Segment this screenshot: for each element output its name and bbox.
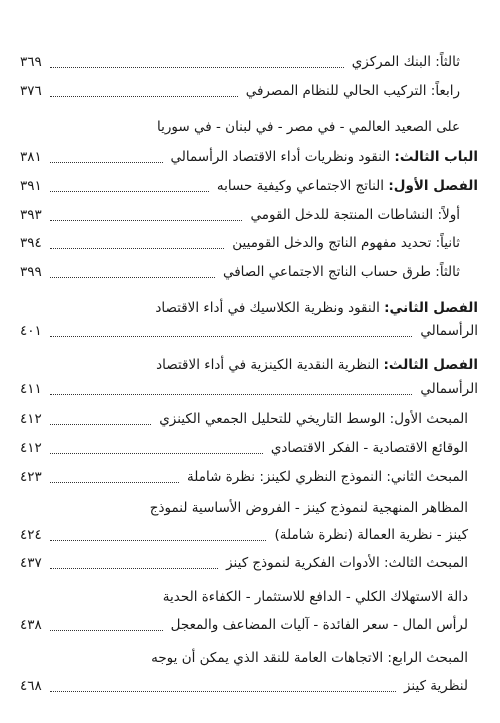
toc-entry xyxy=(20,612,478,638)
toc-entry-text: ثالثاً: البنك المركزي xyxy=(351,54,460,70)
dot-leader xyxy=(50,191,209,192)
toc-entry-title xyxy=(352,54,478,70)
toc-entry-title xyxy=(404,678,478,694)
toc-entry xyxy=(20,673,478,699)
dot-leader xyxy=(50,424,151,425)
toc-entry-title xyxy=(155,300,478,316)
toc-entry xyxy=(20,352,478,378)
page-number: ٤١٢ xyxy=(20,411,42,427)
dot-leader xyxy=(50,691,396,692)
dot-leader xyxy=(50,67,344,68)
toc-entry-text: المبحث الأول: الوسط التاريخي للتحليل الجمعي الكينزي xyxy=(159,411,468,427)
toc-entry-heading: الباب الثالث: xyxy=(394,149,478,165)
toc-entry-title xyxy=(157,119,478,135)
toc-entry-text: المبحث الثالث: الأدوات الفكرية لنموذج كينز xyxy=(226,555,468,571)
toc-entry-title xyxy=(274,527,478,543)
toc-entry-text: أولاً: النشاطات المنتجة للدخل القومي xyxy=(250,207,460,223)
toc-entry xyxy=(20,406,478,432)
toc-entry-text: المبحث الرابع: الاتجاهات العامة للنقد الذي يمكن أن يوجه xyxy=(151,650,468,666)
toc-entry-text: لرأس المال - سعر الفائدة - آليات المضاعف والمعجل xyxy=(170,617,468,633)
toc-entry-text: على الصعيد العالمي - في مصر - في لبنان - في سوريا xyxy=(157,119,460,135)
page-number: ٣٦٩ xyxy=(20,54,42,70)
toc-entry xyxy=(20,144,478,170)
toc-entry-text: الوقائع الاقتصادية - الفكر الاقتصادي xyxy=(270,440,468,456)
toc-entry xyxy=(20,202,478,228)
toc-entry-text: المبحث الثاني: النموذج النظري لكينز: نظرة شاملة xyxy=(187,469,468,485)
dot-leader xyxy=(50,453,263,454)
dot-leader xyxy=(50,482,179,483)
page-number: ٣٩٩ xyxy=(20,264,42,280)
dot-leader xyxy=(50,630,163,631)
toc-entry-text: الرأسمالي xyxy=(420,323,478,339)
dot-leader xyxy=(50,394,413,395)
page-number: ٤٦٨ xyxy=(20,678,42,694)
toc-entry-heading: الفصل الثاني: xyxy=(384,300,478,316)
dot-leader xyxy=(50,220,243,221)
toc-entry-text: الرأسمالي xyxy=(420,381,478,397)
toc-entry-text: النقود ونظرية الكلاسيك في أداء الاقتصاد xyxy=(155,300,385,316)
toc-entry-title xyxy=(187,469,478,485)
toc-entry-text: رابعاً: التركيب الحالي للنظام المصرفي xyxy=(245,83,460,99)
dot-leader xyxy=(50,277,215,278)
toc-entry xyxy=(20,645,478,671)
toc-entry xyxy=(20,259,478,285)
page-number: ٤٢٤ xyxy=(20,527,42,543)
dot-leader xyxy=(50,96,238,97)
dot-leader xyxy=(50,162,163,163)
dot-leader xyxy=(50,336,413,337)
toc-entry-title xyxy=(171,149,479,165)
page-number: ٣٩٣ xyxy=(20,207,42,223)
toc-entry-heading: الفصل الثالث: xyxy=(383,357,478,373)
toc-entry xyxy=(20,495,478,521)
toc-entry-text: دالة الاستهلاك الكلي - الدافع للاستثمار - الكفاءة الحدية xyxy=(162,589,468,605)
toc-entry xyxy=(20,78,478,104)
toc-entry-title xyxy=(171,617,478,633)
toc-entry-title xyxy=(156,357,478,373)
dot-leader xyxy=(50,248,225,249)
toc-entry xyxy=(20,49,478,75)
toc-entry-title xyxy=(223,264,478,280)
page-number: ٣٨١ xyxy=(20,149,42,165)
page-number: ٣٩١ xyxy=(20,178,42,194)
toc-entry-text: الناتج الاجتماعي وكيفية حسابه xyxy=(216,178,389,194)
toc-entry-text: ثانياً: تحديد مفهوم الناتج والدخل القوميين xyxy=(232,235,460,251)
toc-entry-text: النظرية النقدية الكينزية في أداء الاقتصاد xyxy=(156,357,384,373)
page-number: ٤٣٨ xyxy=(20,617,42,633)
toc-entry xyxy=(20,114,478,140)
toc-entry-text: ثالثاً: طرق حساب الناتج الاجتماعي الصافي xyxy=(222,264,460,280)
page-number: ٣٩٤ xyxy=(20,235,42,251)
page-number: ٤١٢ xyxy=(20,440,42,456)
toc-entry-title xyxy=(151,650,478,666)
toc-entry-title xyxy=(420,381,478,397)
dot-leader xyxy=(50,540,267,541)
toc-entry-title xyxy=(420,323,478,339)
toc-entry xyxy=(20,318,478,344)
toc-entry-title xyxy=(271,440,478,456)
toc-entry-text: المظاهر المنهجية لنموذج كينز - الفروض الأساسية لنموذج xyxy=(149,500,468,516)
toc-entry-text: النقود ونظريات أداء الاقتصاد الرأسمالي xyxy=(170,149,395,165)
toc-entry-title xyxy=(163,589,478,605)
toc-entry xyxy=(20,464,478,490)
toc-entry xyxy=(20,173,478,199)
toc-entry xyxy=(20,230,478,256)
dot-leader xyxy=(50,568,218,569)
page-number: ٤١١ xyxy=(20,381,42,397)
page-number: ٤٠١ xyxy=(20,323,42,339)
toc-entry-title xyxy=(159,411,478,427)
toc-entry-text: كينز - نظرية العمالة (نظرة شاملة) xyxy=(274,527,468,543)
toc-entry xyxy=(20,376,478,402)
toc-entry-title xyxy=(246,83,478,99)
toc-entry-heading: الفصل الأول: xyxy=(388,178,478,194)
toc-entry-title xyxy=(250,207,478,223)
toc-entry-title xyxy=(217,178,478,194)
toc-entry xyxy=(20,550,478,576)
toc-entry xyxy=(20,435,478,461)
toc-entry xyxy=(20,584,478,610)
page-number: ٤٢٣ xyxy=(20,469,42,485)
page-number: ٣٧٦ xyxy=(20,83,42,99)
toc-entry-title xyxy=(232,235,478,251)
toc-entry xyxy=(20,522,478,548)
toc-entry-title xyxy=(226,555,478,571)
toc-entry-title xyxy=(150,500,478,516)
toc-entry-text: لنظرية كينز xyxy=(403,678,468,694)
page-number: ٤٣٧ xyxy=(20,555,42,571)
